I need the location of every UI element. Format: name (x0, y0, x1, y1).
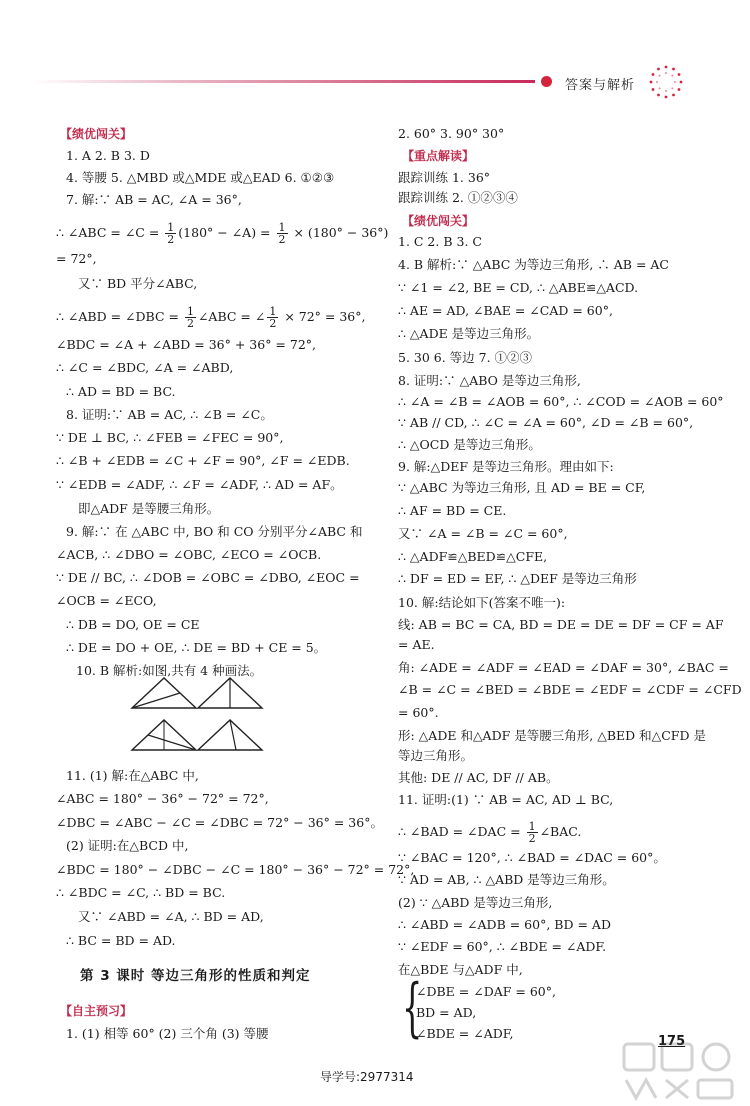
left-line: ∴ BC = BD = AD. (66, 933, 176, 948)
right-line: ∵ △ABC 为等边三角形, 且 AD = BE = CF, (398, 480, 646, 495)
right-line: BD = AD, (416, 1005, 477, 1020)
left-line: ∵ ∠EDB = ∠ADF, ∴ ∠F = ∠ADF, ∴ AD = AF。 (56, 477, 343, 492)
right-line: 1. C 2. B 3. C (398, 234, 482, 249)
fraction: $\frac{1}{2}$ (186, 305, 194, 330)
fraction: $\frac{1}{2}$ (167, 221, 175, 246)
left-line: ∴ ∠ABD = ∠DBC = $\frac{1}{2}$ ∠ABC = ∠ $\frac{1}{2}$ × 72° = 36°, (56, 305, 366, 330)
right-line: 线: AB = BC = CA, BD = DE = DE = DF = CF = AF (398, 617, 724, 632)
left-line: ∵ DE // BC, ∴ ∠DOB = ∠OBC = ∠DBO, ∠EOC = (56, 570, 360, 585)
right-line: 9. 解:△DEF 是等边三角形。理由如下: (398, 459, 614, 474)
right-line: ∵ ∠EDF = 60°, ∴ ∠BDE = ∠ADF. (398, 939, 607, 954)
header-rule (30, 80, 535, 83)
right-line: 4. B 解析:∵ △ABC 为等边三角形, ∴ AB = AC (398, 257, 669, 272)
right-line: 跟踪训练 2. ①②③④ (398, 190, 518, 205)
section-tag: 【重点解读】 (402, 149, 475, 163)
header-title: 答案与解析 (565, 78, 636, 93)
right-line: 其他: DE // AC, DF // AB。 (398, 770, 559, 785)
left-line: ∴ ∠ABC = ∠C = $\frac{1}{2}$ (180° − ∠A) = $\frac{1}{2}$ × (180° − 36°) (56, 221, 389, 246)
right-line: ∴ ∠ABD = ∠ADB = 60°, BD = AD (398, 917, 611, 932)
page-number: 175 (658, 1034, 686, 1049)
left-line: 7. 解:∵ AB = AC, ∠A = 36°, (66, 192, 242, 207)
left-line: ∠BDC = 180° − ∠DBC − ∠C = 180° − 36° − 72° = 72°, (56, 862, 415, 877)
right-line: 等边三角形。 (398, 748, 474, 763)
equation-brace: { (402, 971, 423, 1045)
right-line: ∠DBE = ∠DAF = 60°, (416, 984, 556, 999)
left-line: 即△ADF 是等腰三角形。 (78, 501, 220, 516)
right-line: 5. 30 6. 等边 7. ①②③ (398, 350, 533, 365)
left-line: 9. 解:∵ 在 △ABC 中, BO 和 CO 分别平分∠ABC 和 (66, 524, 363, 539)
right-line: 在△BDE 与△ADF 中, (398, 962, 523, 977)
right-line: ∴ DF = ED = EF, ∴ △DEF 是等边三角形 (398, 571, 637, 586)
right-line: ∴ △ADF≌△BED≌△CFE, (398, 549, 548, 564)
left-line: (2) 证明:在△BCD 中, (66, 838, 189, 853)
right-line: ∴ AE = AD, ∠BAE = ∠CAD = 60°, (398, 303, 613, 318)
left-line: 8. 证明:∵ AB = AC, ∴ ∠B = ∠C。 (66, 407, 273, 422)
decorative-ring-icon (648, 64, 684, 100)
left-line: ∴ DE = DO + OE, ∴ DE = BD + CE = 5。 (66, 640, 327, 655)
right-line: 11. 证明:(1) ∵ AB = AC, AD ⊥ BC, (398, 792, 614, 807)
right-line: 2. 60° 3. 90° 30° (398, 126, 505, 141)
header-dot-icon (541, 76, 552, 87)
triangle-figure-3 (130, 718, 198, 752)
right-line: 跟踪训练 1. 36° (398, 170, 491, 185)
left-line: ∴ ∠B + ∠EDB = ∠C + ∠F = 90°, ∠F = ∠EDB. (56, 453, 350, 468)
section-tag: 【绩优闯关】 (402, 214, 475, 228)
left-line: 又∵ ∠ABD = ∠A, ∴ BD = AD, (78, 909, 264, 924)
fraction: $\frac{1}{2}$ (528, 820, 536, 845)
fraction: $\frac{1}{2}$ (278, 221, 286, 246)
left-line: ∠ACB, ∴ ∠DBO = ∠OBC, ∠ECO = ∠OCB. (56, 547, 322, 562)
right-line: ∠B = ∠C = ∠BED = ∠BDE = ∠EDF = ∠CDF = ∠CFD (398, 682, 742, 697)
left-line: ∴ ∠C = ∠BDC, ∠A = ∠ABD, (56, 360, 234, 375)
right-line: ∴ △OCD 是等边三角形。 (398, 437, 541, 452)
left-line: ∠DBC = ∠ABC − ∠C = ∠DBC = 72° − 36° = 36°。 (56, 815, 383, 830)
section-tag: 【绩优闯关】 (60, 127, 133, 141)
left-line: ∴ AD = BD = BC. (66, 384, 176, 399)
right-line: 10. 解:结论如下(答案不唯一): (398, 595, 566, 610)
left-line: 1. (1) 相等 60° (2) 三个角 (3) 等腰 (66, 1026, 269, 1041)
right-line: ∵ ∠1 = ∠2, BE = CD, ∴ △ABE≌△ACD. (398, 280, 639, 295)
left-line: ∴ ∠BDC = ∠C, ∴ BD = BC. (56, 885, 226, 900)
left-line: ∴ DB = DO, OE = CE (66, 617, 200, 632)
section-tag: 【自主预习】 (60, 1004, 133, 1018)
right-line: ∴ △ADE 是等边三角形。 (398, 326, 540, 341)
triangle-figure-1 (130, 676, 198, 710)
right-line: (2) ∵ △ABD 是等边三角形, (398, 895, 553, 910)
left-line: ∵ DE ⊥ BC, ∴ ∠FEB = ∠FEC = 90°, (56, 430, 284, 445)
right-line: ∠BDE = ∠ADF, (416, 1026, 514, 1041)
right-line: = AE. (398, 637, 435, 652)
watermark-logo (620, 1040, 740, 1102)
right-line: ∵ AB // CD, ∴ ∠C = ∠A = 60°, ∠D = ∠B = 60°, (398, 415, 694, 430)
right-line: ∴ ∠A = ∠B = ∠AOB = 60°, ∴ ∠COD = ∠AOB = 60° (398, 394, 724, 409)
right-line: 角: ∠ADE = ∠ADF = ∠EAD = ∠DAF = 30°, ∠BAC = (398, 660, 729, 675)
lesson-heading: 第 3 课时 等边三角形的性质和判定 (80, 968, 311, 984)
left-line: 1. A 2. B 3. D (66, 148, 150, 163)
footer-code: 导学号:2977314 (320, 1070, 414, 1084)
left-line: 11. (1) 解:在△ABC 中, (66, 768, 199, 783)
left-line: ∠OCB = ∠ECO, (56, 593, 157, 608)
triangle-figure-2 (196, 676, 264, 710)
left-line: 又∵ BD 平分∠ABC, (78, 276, 198, 291)
right-line: ∴ AF = BD = CE. (398, 503, 507, 518)
right-line: = 60°. (398, 705, 439, 720)
right-line: ∵ AD = AB, ∴ △ABD 是等边三角形。 (398, 872, 615, 887)
left-line: 10. B 解析:如图,共有 4 种画法。 (76, 663, 263, 678)
right-line: ∵ ∠BAC = 120°, ∴ ∠BAD = ∠DAC = 60°。 (398, 850, 666, 865)
right-line: 形: △ADE 和△ADF 是等腰三角形, △BED 和△CFD 是 (398, 728, 706, 743)
right-line: ∴ ∠BAD = ∠DAC = $\frac{1}{2}$ ∠BAC. (398, 820, 582, 845)
right-line: 又∵ ∠A = ∠B = ∠C = 60°, (398, 526, 568, 541)
triangle-figure-4 (196, 718, 264, 752)
fraction: $\frac{1}{2}$ (269, 305, 277, 330)
left-line: ∠BDC = ∠A + ∠ABD = 36° + 36° = 72°, (56, 337, 316, 352)
left-line: = 72°, (56, 251, 97, 266)
left-line: 4. 等腰 5. △MBD 或△MDE 或△EAD 6. ①②③ (66, 170, 335, 185)
right-line: 8. 证明:∵ △ABO 是等边三角形, (398, 373, 581, 388)
left-line: ∠ABC = 180° − 36° − 72° = 72°, (56, 791, 269, 806)
